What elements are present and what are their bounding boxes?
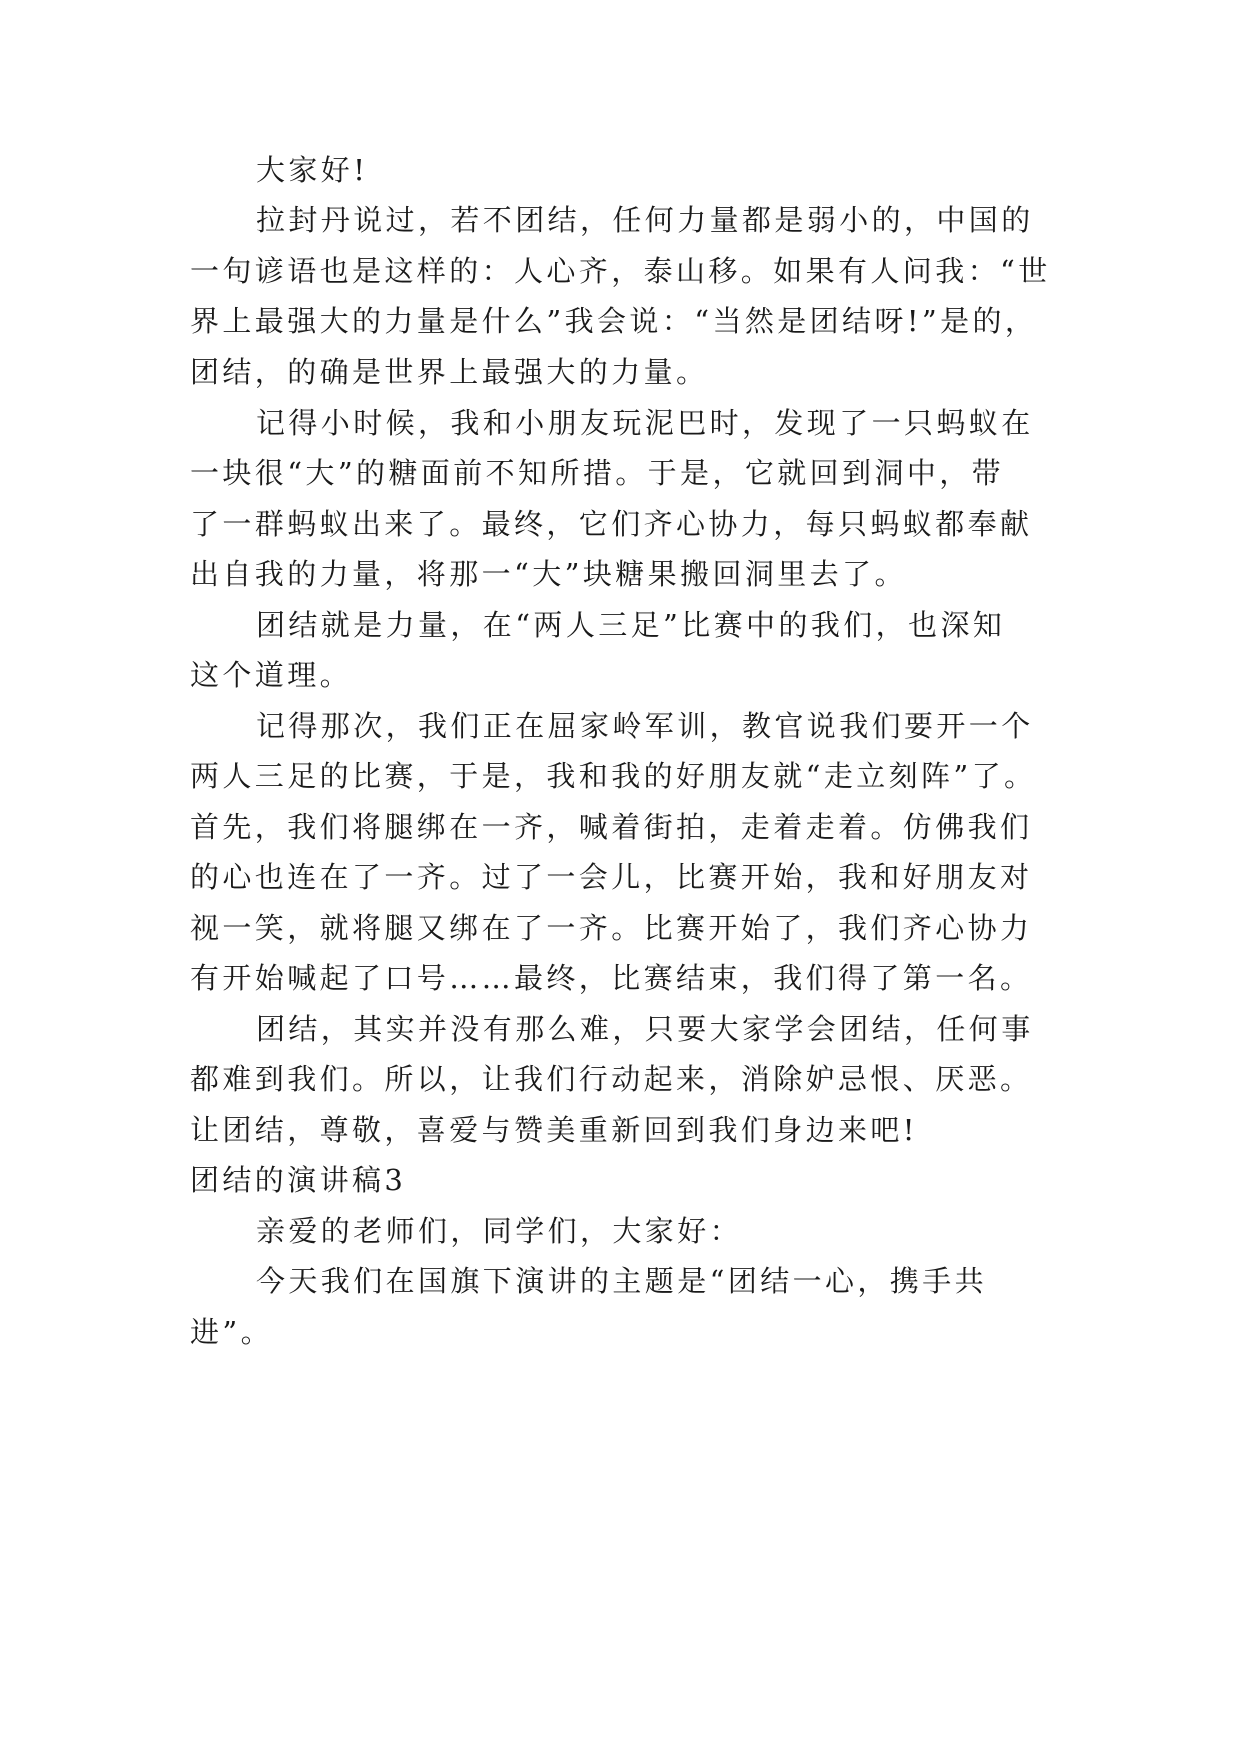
paragraph-4-line-4: 的心也连在了一齐。过了一会儿，比赛开始，我和好朋友对 (190, 860, 1033, 894)
paragraph-2-line-3: 了一群蚂蚁出来了。最终，它们齐心协力，每只蚂蚁都奉献 (190, 507, 1033, 541)
paragraph-1-line-3: 界上最强大的力量是什么”我会说：“当然是团结呀!”是的， (190, 304, 1038, 338)
paragraph-4-line-2: 两人三足的比赛，于是，我和我的好朋友就“走立刻阵”了。 (190, 759, 1037, 793)
opening-greeting: 亲爱的老师们，同学们，大家好： (256, 1214, 743, 1248)
paragraph-2-line-4: 出自我的力量，将那一“大”块糖果搬回洞里去了。 (190, 557, 907, 591)
paragraph-4-line-1: 记得那次，我们正在屈家岭军训，教官说我们要开一个 (256, 709, 1034, 743)
paragraph-5-line-1: 团结，其实并没有那么难，只要大家学会团结，任何事 (256, 1012, 1034, 1046)
paragraph-4-line-3: 首先，我们将腿绑在一齐，喊着街拍，走着走着。仿佛我们 (190, 810, 1033, 844)
paragraph-2-line-1: 记得小时候，我和小朋友玩泥巴时，发现了一只蚂蚁在 (256, 406, 1034, 440)
paragraph-5-line-3: 让团结，尊敬，喜爱与赞美重新回到我们身边来吧! (190, 1113, 918, 1147)
section-heading: 团结的演讲稿3 (190, 1163, 407, 1197)
paragraph-5-line-2: 都难到我们。所以，让我们行动起来，消除妒忌恨、厌恶。 (190, 1062, 1033, 1096)
theme-paragraph-line-1: 今天我们在国旗下演讲的主题是“团结一心，携手共 (256, 1264, 988, 1298)
paragraph-3-line-1: 团结就是力量，在“两人三足”比赛中的我们，也深知 (256, 608, 1006, 642)
paragraph-4-line-6: 有开始喊起了口号……最终，比赛结束，我们得了第一名。 (190, 961, 1033, 995)
paragraph-3-line-2: 这个道理。 (190, 658, 353, 692)
paragraph-1-line-4: 团结，的确是世界上最强大的力量。 (190, 355, 709, 389)
paragraph-1-line-1: 拉封丹说过，若不团结，任何力量都是弱小的，中国的 (256, 203, 1034, 237)
theme-paragraph-line-2: 进”。 (190, 1315, 274, 1349)
greeting-line: 大家好! (256, 153, 369, 187)
paragraph-2-line-2: 一块很“大”的糖面前不知所措。于是，它就回到洞中，带 (190, 456, 1005, 490)
paragraph-1-line-2: 一句谚语也是这样的：人心齐，泰山移。如果有人问我：“世 (190, 254, 1051, 288)
paragraph-4-line-5: 视一笑，就将腿又绑在了一齐。比赛开始了，我们齐心协力 (190, 911, 1033, 945)
